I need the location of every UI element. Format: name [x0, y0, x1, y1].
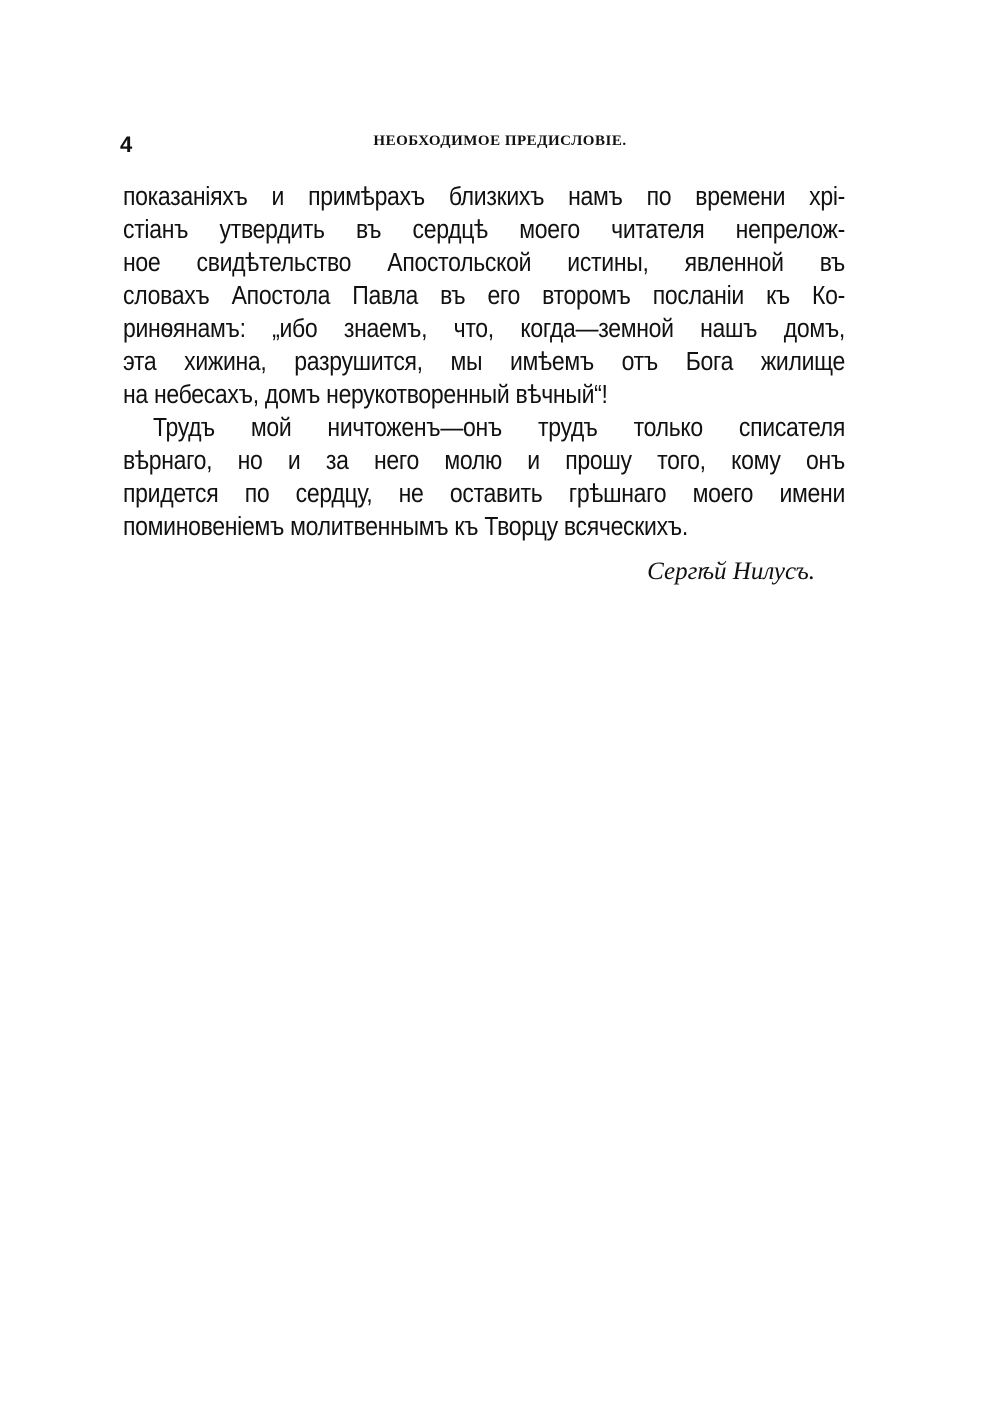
author-signature: Сергѣй Нилусъ.	[647, 558, 815, 585]
page-number: 4	[120, 132, 133, 157]
text-line: ное свидѣтельство Апостольской истины, явленной въ	[123, 247, 845, 277]
body-text	[123, 180, 845, 543]
text-line: словахъ Апостола Павла въ его второмъ посланіи къ Ко-	[123, 280, 845, 310]
text-line: стіанъ утвердить въ сердцѣ моего читателя непрелож-	[123, 214, 845, 244]
text-line: на небесахъ, домъ нерукотворенный вѣчный“!	[123, 379, 608, 409]
running-title: НЕОБХОДИМОЕ ПРЕДИСЛОВІЕ.	[373, 133, 627, 149]
text-line: эта хижина, разрушится, мы имѣемъ отъ Бога жилище	[123, 346, 845, 376]
text-line: придется по сердцу, не оставить грѣшнаго моего имени	[123, 478, 845, 508]
text-line: вѣрнаго, но и за него молю и прошу того, кому онъ	[123, 445, 845, 475]
text-line: показаніяхъ и примѣрахъ близкихъ намъ по времени хрі-	[123, 181, 845, 211]
text-line: поминовеніемъ молитвеннымъ къ Творцу всяческихъ.	[123, 511, 688, 541]
paragraph-1	[123, 180, 845, 411]
paragraph-2	[123, 411, 845, 543]
text-line: ринѳянамъ: „ибо знаемъ, что, когда—земной нашъ домъ,	[123, 313, 845, 343]
text-line: Трудъ мой ничтоженъ—онъ трудъ только списателя	[153, 412, 845, 442]
